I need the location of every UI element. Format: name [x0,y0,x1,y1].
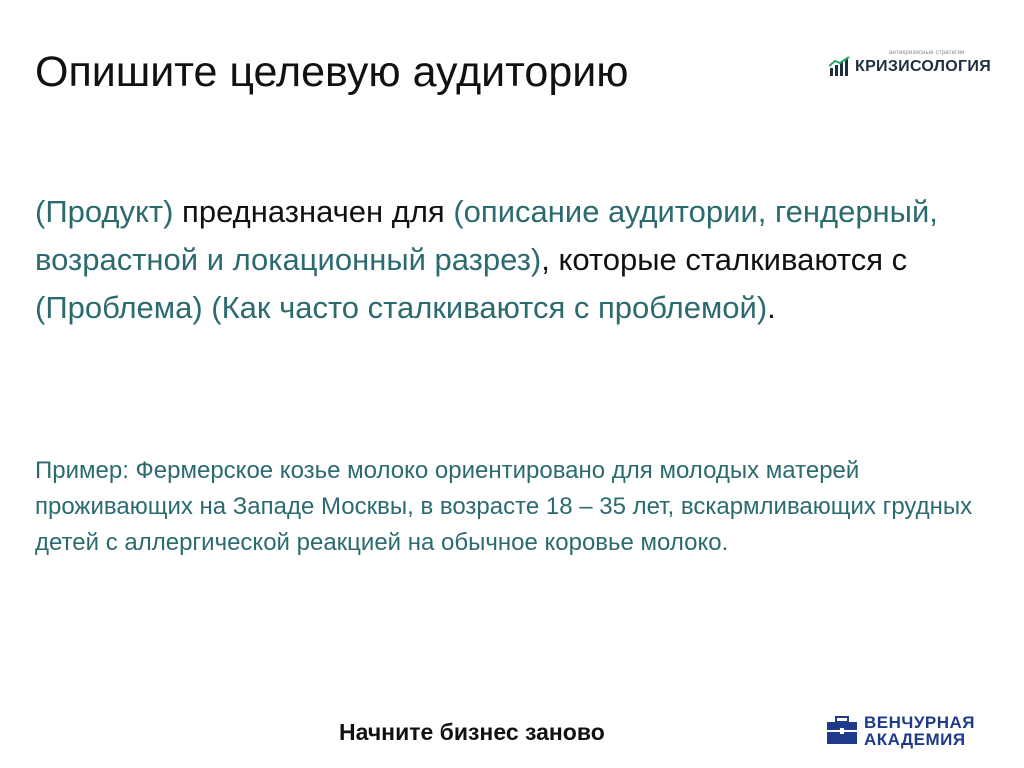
template-segment: (Продукт) [35,194,174,229]
template-segment: . [767,290,776,325]
kriziologia-logo [829,50,992,80]
logo-line1: ВЕНЧУРНАЯ [864,713,976,732]
footer-slogan: Начните бизнес заново [339,719,605,745]
template-segment: (Проблема) (Как часто сталкиваются с проблемой) [35,290,768,325]
logo-tagline: антикризисные стратегии [889,50,965,56]
logo-line2: АКАДЕМИЯ [864,730,966,749]
logo-name: КРИЗИСОЛОГИЯ [855,58,992,75]
template-paragraph [35,188,985,332]
template-segment: , которые сталкиваются с [541,242,908,277]
template-segment: (описание аудитории, гендерный, возрастной и локационный разрез) [35,194,938,277]
slide-title: Опишите целевую аудиторию [35,48,629,96]
example-paragraph: Пример: Фермерское козье молоко ориентировано для молодых матерей проживающих на Западе Москвы, в возрасте 18 – 35 лет, вскармливающих грудных детей с аллергической реакцией на обычное коровье молоко. [35,457,973,556]
template-segment: предназначен для [173,194,454,229]
venture-academy-logo [826,712,991,748]
bar-chart-icon [829,56,851,76]
briefcase-icon [826,715,858,745]
